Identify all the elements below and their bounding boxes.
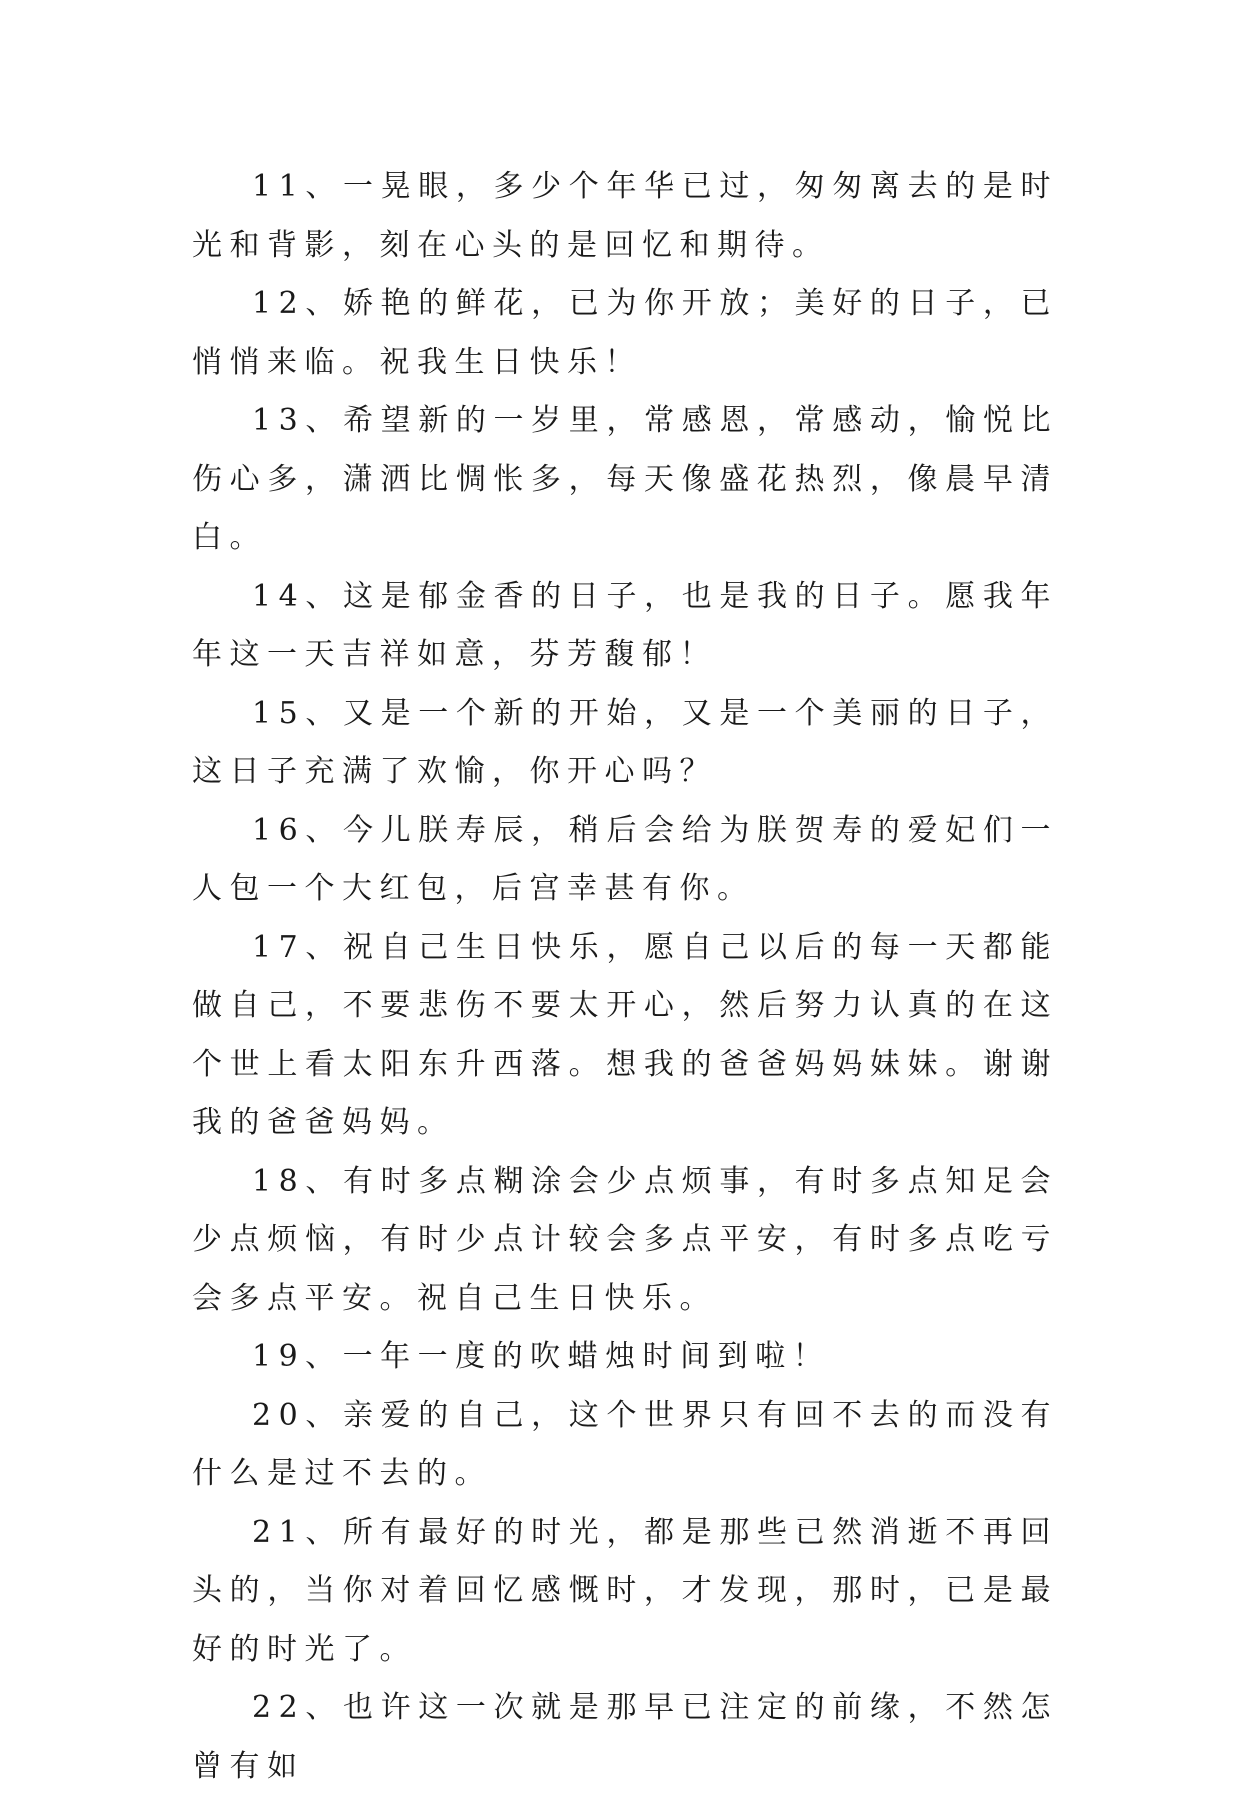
paragraph-22: 22、也许这一次就是那早已注定的前缘，不然怎曾有如 (192, 1690, 1058, 1784)
paragraph-21: 21、所有最好的时光，都是那些已然消逝不再回头的，当你对着回忆感慨时，才发现，那时，已是最好的时光了。 (192, 1514, 1058, 1667)
paragraph-17: 17、祝自己生日快乐，愿自己以后的每一天都能做自己，不要悲伤不要太开心，然后努力认真的在这个世上看太阳东升西落。想我的爸爸妈妈妹妹。谢谢我的爸爸妈妈。 (192, 929, 1058, 1140)
paragraph-12: 12、娇艳的鲜花，已为你开放；美好的日子，已悄悄来临。祝我生日快乐！ (192, 286, 1058, 380)
paragraph-11: 11、一晃眼，多少个年华已过，匆匆离去的是时光和背影，刻在心头的是回忆和期待。 (192, 169, 1058, 263)
paragraph-15: 15、又是一个新的开始，又是一个美丽的日子，这日子充满了欢愉，你开心吗？ (192, 695, 1058, 789)
paragraph-20: 20、亲爱的自己，这个世界只有回不去的而没有什么是过不去的。 (192, 1397, 1058, 1491)
paragraph-18: 18、有时多点糊涂会少点烦事，有时多点知足会少点烦恼，有时少点计较会多点平安，有时多点吃亏会多点平安。祝自己生日快乐。 (192, 1163, 1058, 1316)
paragraph-13: 13、希望新的一岁里，常感恩，常感动，愉悦比伤心多，潇洒比惆怅多，每天像盛花热烈，像晨早清白。 (192, 403, 1058, 555)
paragraph-16: 16、今儿朕寿辰，稍后会给为朕贺寿的爱妃们一人包一个大红包，后宫幸甚有你。 (192, 812, 1058, 906)
paragraph-14: 14、这是郁金香的日子，也是我的日子。愿我年年这一天吉祥如意，芬芳馥郁！ (192, 578, 1058, 672)
paragraph-19: 19、一年一度的吹蜡烛时间到啦！ (252, 1339, 831, 1374)
document-body (192, 158, 1058, 1796)
